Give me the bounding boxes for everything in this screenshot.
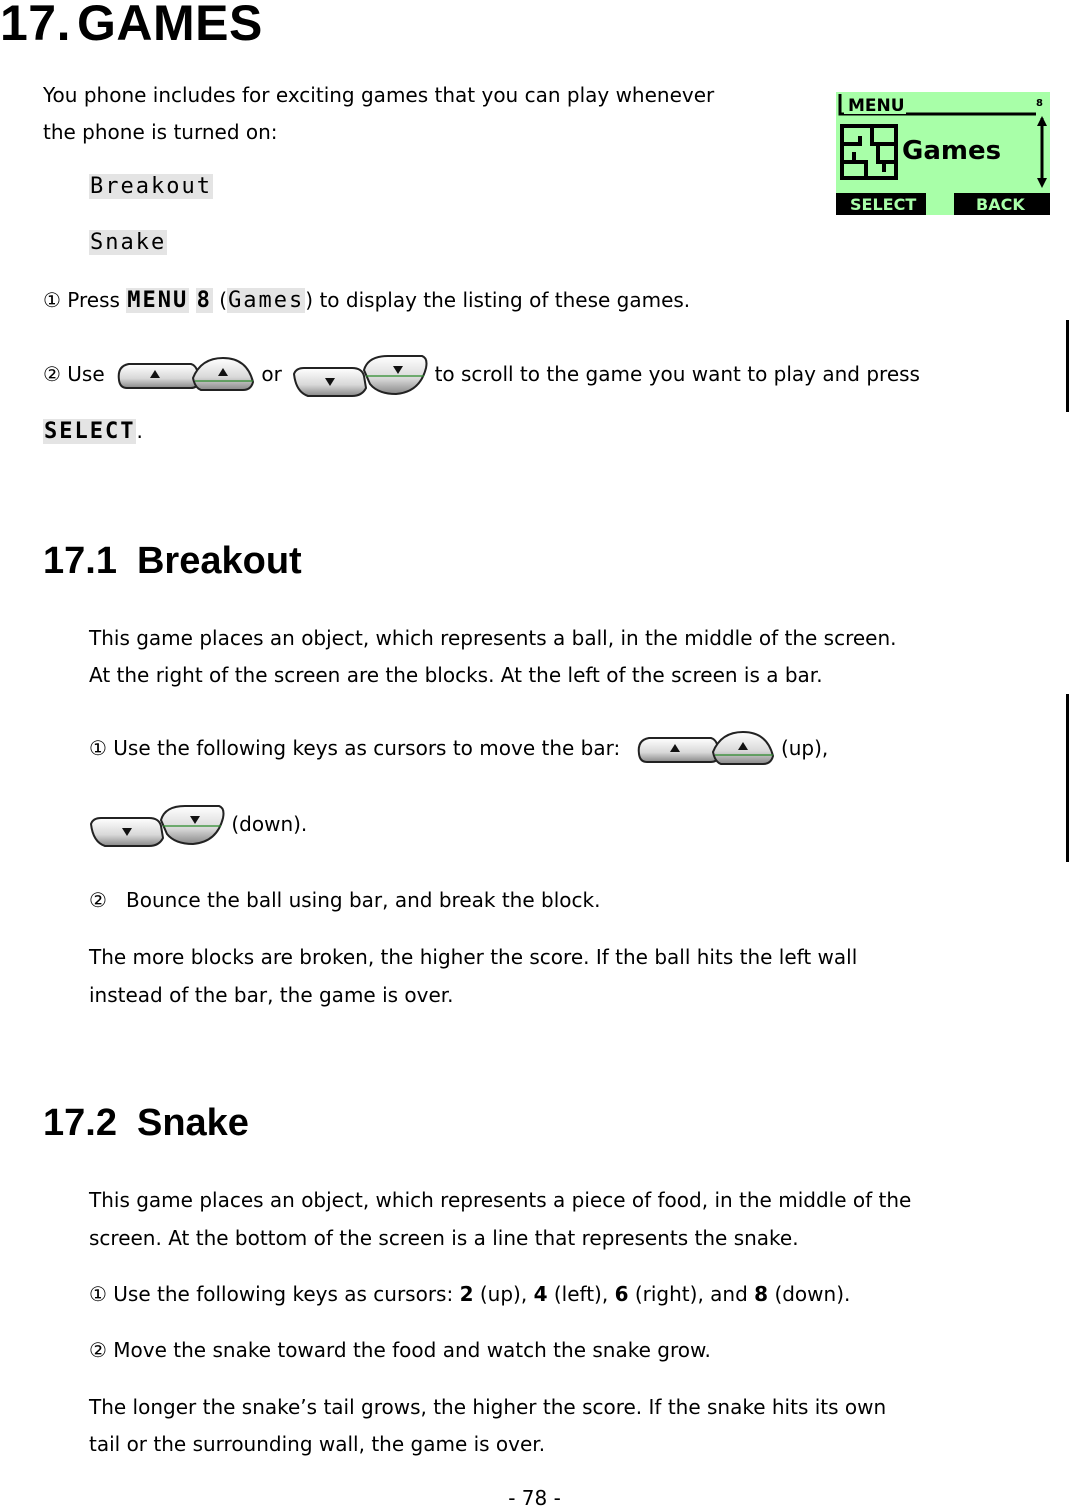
page-number: - 78 - (508, 1486, 561, 1510)
snake-para-2-line-1: The longer the snake’s tail grows, the higher the score. If the snake hits its own (89, 1395, 887, 1419)
page-title: 17. GAMES (0, 0, 263, 51)
section-heading-snake: 17.2 Snake (43, 1102, 249, 1144)
game-item-breakout: Breakout (90, 174, 212, 199)
intro-line-2: the phone is turned on: (43, 120, 278, 144)
snake-para-1-line-1: This game places an object, which represents a piece of food, in the middle of the (89, 1188, 912, 1212)
intro-step-2: ② Use or to scroll to the game you want to play and press (43, 344, 920, 404)
snake-step-1: ① Use the following keys as cursors: 2 (up), 4 (left), 6 (right), and 8 (down). (89, 1282, 851, 1306)
game-item-snake: Snake (90, 230, 167, 255)
breakout-para-1-line-1: This game places an object, which represents a ball, in the middle of the screen. (89, 626, 897, 650)
down-key-icon (89, 799, 225, 853)
softkey-back: BACK (976, 195, 1025, 214)
breakout-para-2-line-2: instead of the bar, the game is over. (89, 983, 454, 1007)
softkey-select: SELECT (850, 195, 917, 214)
screen-indicator: 8 (1036, 98, 1043, 109)
screen-header: MENU (848, 96, 905, 116)
intro-line-1: You phone includes for exciting games that you can play whenever (43, 83, 715, 107)
select-key-label: SELECT. (44, 419, 143, 444)
section-heading-breakout: 17.1 Breakout (43, 540, 302, 582)
snake-step-2: ② Move the snake toward the food and watch the snake grow. (89, 1338, 711, 1362)
breakout-para-1-line-2: At the right of the screen are the blocks. At the left of the screen is a bar. (89, 663, 823, 687)
up-key-icon (115, 349, 255, 403)
breakout-step-1-cont: (down). (89, 794, 307, 854)
phone-menu-screen (836, 92, 1050, 215)
screen-item: Games (902, 136, 1002, 166)
breakout-step-1: ① Use the following keys as cursors to move the bar: (up), (89, 718, 828, 778)
up-key-icon (635, 723, 775, 777)
down-key-icon (292, 349, 428, 403)
intro-step-1: ① Press MENU 8 (Games) to display the listing of these games. (43, 288, 691, 313)
snake-para-2-line-2: tail or the surrounding wall, the game is over. (89, 1432, 546, 1456)
snake-para-1-line-2: screen. At the bottom of the screen is a line that represents the snake. (89, 1226, 799, 1250)
breakout-step-2: ② Bounce the ball using bar, and break the block. (89, 888, 601, 912)
breakout-para-2-line-1: The more blocks are broken, the higher the score. If the ball hits the left wall (89, 945, 858, 969)
